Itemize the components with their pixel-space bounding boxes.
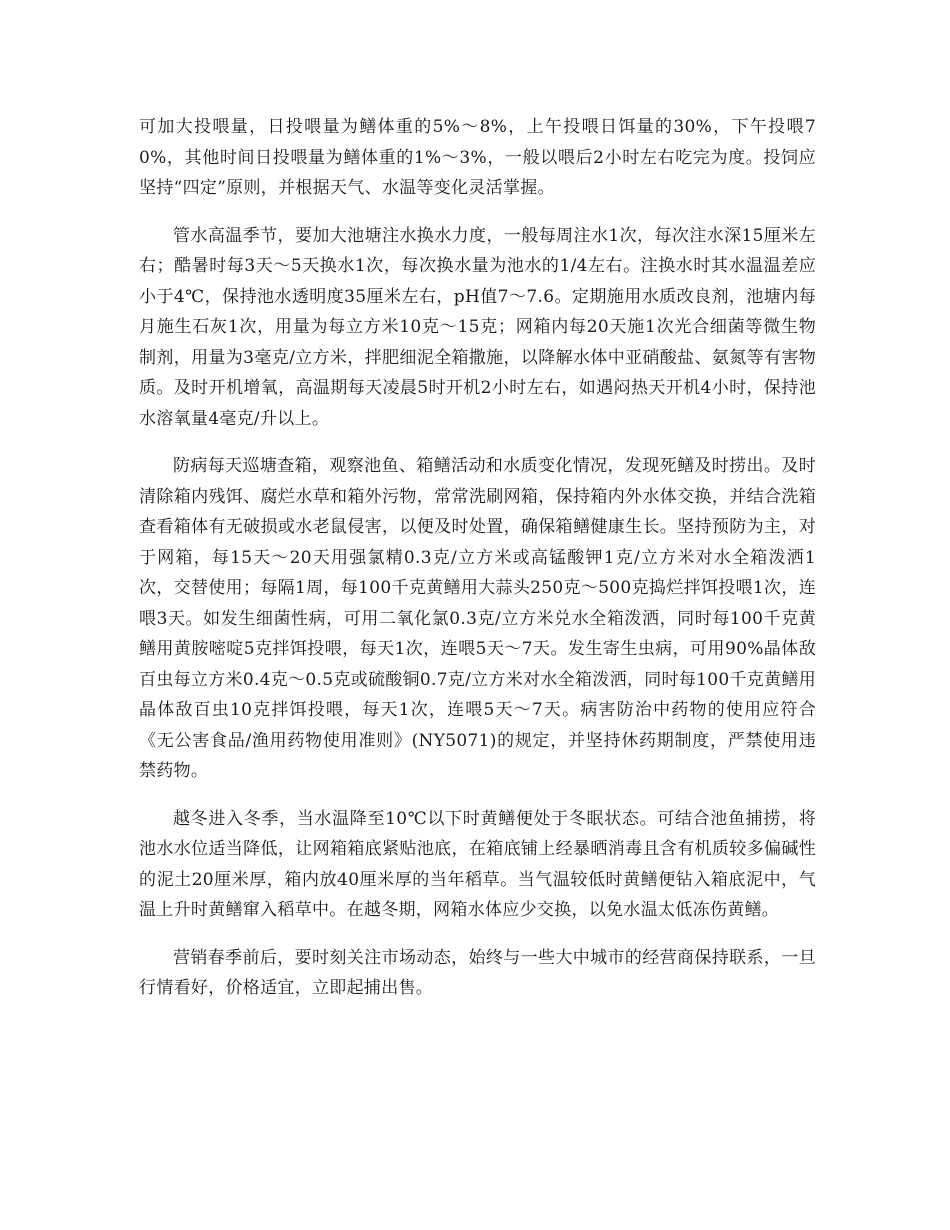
paragraph-disease-prevention: 防病每天巡塘查箱，观察池鱼、箱鳝活动和水质变化情况，发现死鳝及时捞出。及时清除箱内残饵、腐烂水草和箱外污物，常常洗刷网箱，保持箱内外水体交换，并结合洗箱查看箱体有无破损或水老鼠侵害，以便及时处置，确保箱鳝健康生长。坚持预防为主，对于网箱，每15天～20天用强氯精0.3克/立方米或高锰酸钾1克/立方米对水全箱泼洒1次，交替使用；每隔1周，每100千克黄鳝用大蒜头250克～500克捣烂拌饵投喂1次，连喂3天。如发生细菌性病，可用二氧化氯0.3克/立方米兑水全箱泼洒，同时每100千克黄鳝用黄胺嘧啶5克拌饵投喂，每天1次，连喂5天～7天。发生寄生虫病，可用90%晶体敌百虫每立方米0.4克～0.5克或硫酸铜0.7克/立方米对水全箱泼洒，同时每100千克黄鳝用晶体敌百虫10克拌饵投喂，每天1次，连喂5天～7天。病害防治中药物的使用应符合《无公害食品/渔用药物使用准则》(NY5071)的规定，并坚持休药期制度，严禁使用违禁药物。 <box>139 456 816 781</box>
paragraph-marketing: 营销春季前后，要时刻关注市场动态，始终与一些大中城市的经营商保持联系，一旦行情看好，价格适宜，立即起捕出售。 <box>139 947 816 998</box>
document-body <box>139 112 816 1021</box>
paragraph-water-management: 管水高温季节，要加大池塘注水换水力度，一般每周注水1次，每次注水深15厘米左右；酷暑时每3天～5天换水1次，每次换水量为池水的1/4左右。注换水时其水温温差应小于4℃，保持池水透明度35厘米左右，pH值7～7.6。定期施用水质改良剂，池塘内每月施生石灰1次，用量为每立方米10克～15克；网箱内每20天施1次光合细菌等微生物制剂，用量为3毫克/立方米，拌肥细泥全箱撒施，以降解水体中亚硝酸盐、氨氮等有害物质。及时开机增氧，高温期每天凌晨5时开机2小时左右，如遇闷热天开机4小时，保持池水溶氧量4毫克/升以上。 <box>139 225 816 429</box>
paragraph-feeding-continued: 可加大投喂量，日投喂量为鳝体重的5%～8%，上午投喂日饵量的30%，下午投喂70%，其他时间日投喂量为鳝体重的1%～3%，一般以喂后2小时左右吃完为度。投饲应坚持“四定”原则，并根据天气、水温等变化灵活掌握。 <box>139 117 816 198</box>
paragraph-overwintering: 越冬进入冬季，当水温降至10℃以下时黄鳝便处于冬眠状态。可结合池鱼捕捞，将池水水位适当降低，让网箱箱底紧贴池底，在箱底铺上经暴晒消毒且含有机质较多偏碱性的泥土20厘米厚，箱内放40厘米厚的当年稻草。当气温较低时黄鳝便钻入箱底泥中，气温上升时黄鳝窜入稻草中。在越冬期，网箱水体应少交换，以免水温太低冻伤黄鳝。 <box>139 808 816 920</box>
